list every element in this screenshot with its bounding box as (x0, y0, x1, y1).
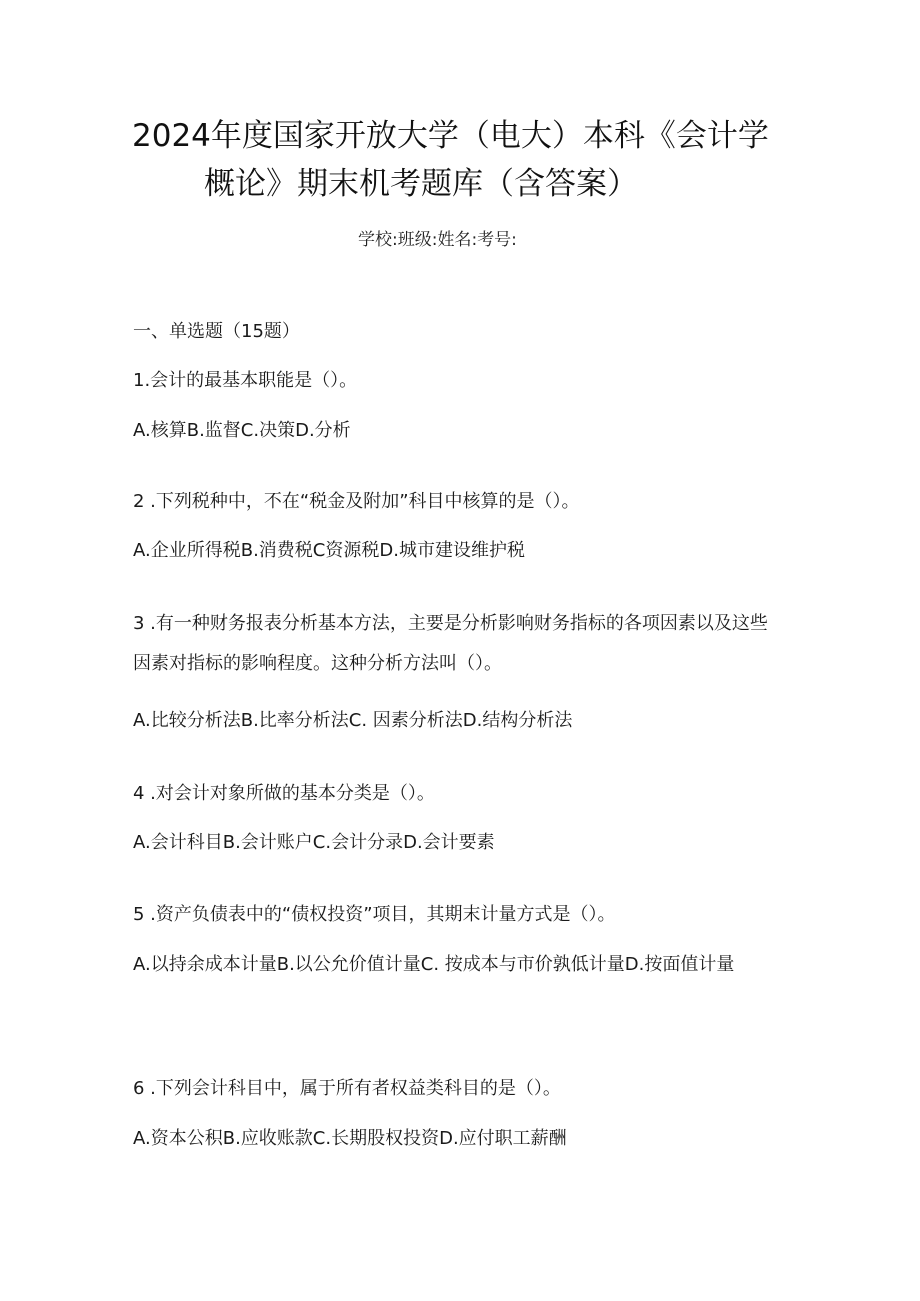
question-2-options: A.企业所得税B.消费税C资源税D.城市建设维护税 (133, 540, 525, 561)
question-3-text: 3 .有一种财务报表分析基本方法，主要是分析影响财务指标的各项因素以及这些因素对指标的影响程度。这种分析方法叫（）。 (133, 613, 768, 674)
question-4-text: 4 .对会计对象所做的基本分类是（）。 (133, 783, 435, 804)
question-3-options: A.比较分析法B.比率分析法C. 因素分析法D.结构分析法 (133, 710, 573, 731)
section-heading: 一、单选题（15题） (133, 321, 300, 342)
title-line-2: 概论》期末机考题库（含答案） (204, 166, 638, 202)
question-1-text: 1.会计的最基本职能是（）。 (133, 370, 358, 391)
title-line-1: 2024年度国家开放大学（电大）本科《会计学 (132, 118, 769, 154)
page-title (120, 112, 820, 208)
question-5-text: 5 .资产负债表中的“债权投资”项目，其期末计量方式是（）。 (133, 904, 616, 925)
question-6-options: A.资本公积B.应收账款C.长期股权投资D.应付职工薪酬 (133, 1128, 567, 1149)
question-6-text: 6 .下列会计科目中，属于所有者权益类科目的是（）。 (133, 1078, 561, 1099)
question-5-options: A.以持余成本计量B.以公允价值计量C. 按成本与市价孰低计量D.按面值计量 (133, 954, 735, 975)
student-info-line: 学校:班级:姓名:考号: (358, 230, 517, 250)
question-2-text: 2 .下列税种中，不在“税金及附加”科目中核算的是（）。 (133, 491, 580, 512)
question-4-options: A.会计科目B.会计账户C.会计分录D.会计要素 (133, 832, 495, 853)
question-1-options: A.核算B.监督C.决策D.分析 (133, 420, 351, 441)
